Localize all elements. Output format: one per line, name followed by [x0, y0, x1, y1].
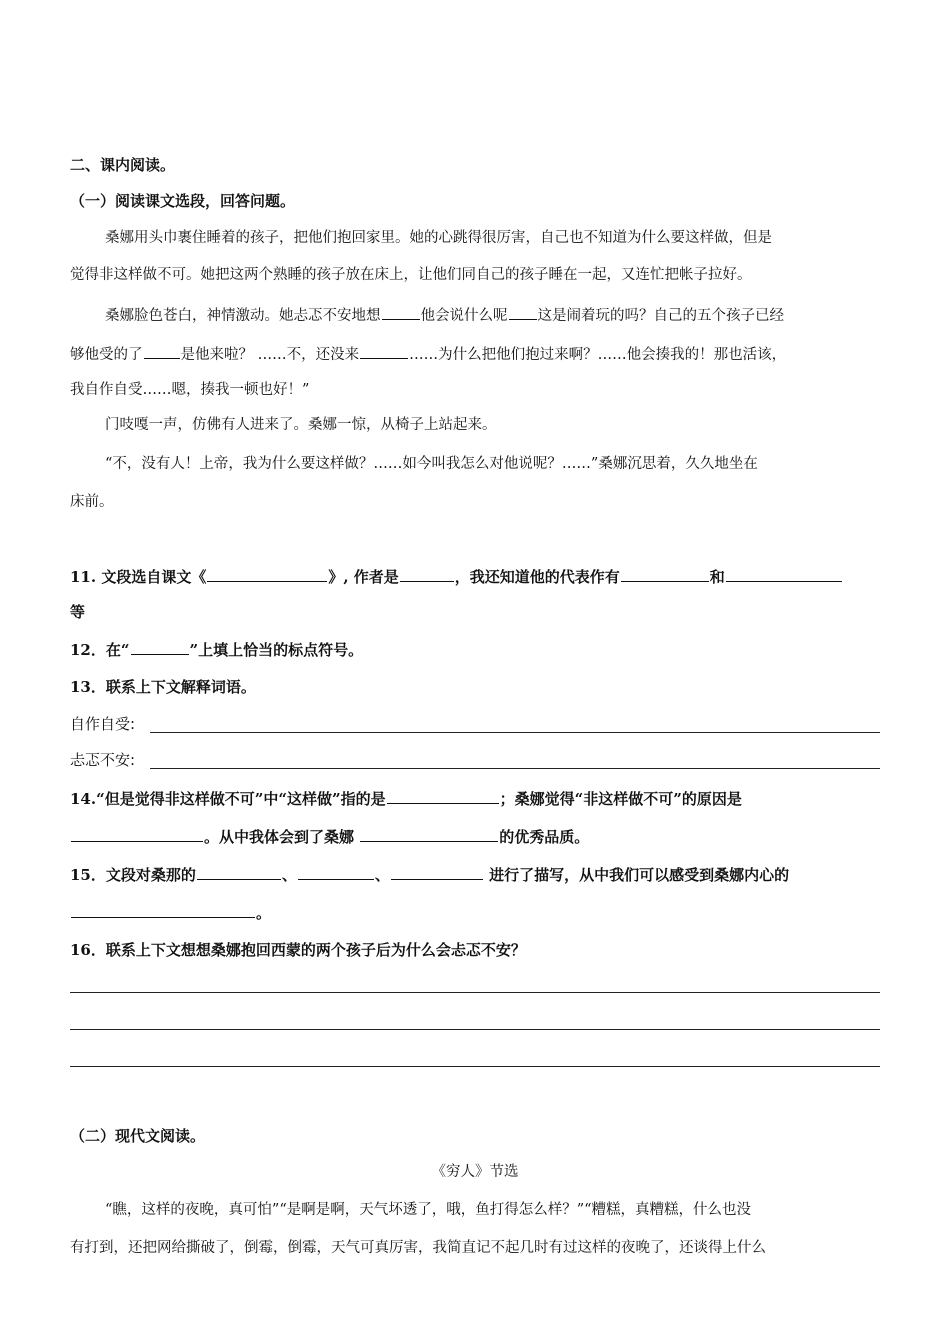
q14-text-a: 14.“但是觉得非这样做不可”中“这样做”指的是 — [70, 790, 386, 808]
q15-text-a: 15．文段对桑那的 — [70, 866, 196, 884]
question-14-line1 — [70, 788, 742, 809]
question-13: 13．联系上下文解释词语。 — [70, 678, 256, 696]
passage-p2-seg-c: 这是闹着玩的吗？自己的五个孩子已经 — [537, 308, 784, 324]
punctuation-blank-2[interactable] — [509, 304, 537, 320]
passage-p4-line1: “不，没有人！上帝，我为什么要这样做？……如今叫我怎么对他说呢？……”桑娜沉思着，久久地坐在 — [105, 456, 758, 472]
q11-blank-author[interactable] — [400, 566, 454, 582]
q12-text-a: 12．在“ — [70, 641, 130, 659]
passage-p2-line3: 我自作自受……嗯，揍我一顿也好！” — [70, 382, 310, 398]
q15-blank-1[interactable] — [197, 864, 281, 880]
passage-p3: 门吱嘎一声，仿佛有人进来了。桑娜一惊，从椅子上站起来。 — [105, 417, 497, 433]
passage-p1-line1: 桑娜用头巾裹住睡着的孩子，把他们抱回家里。她的心跳得很厉害，自己也不知道为什么要这样做，但是 — [105, 230, 772, 246]
q15-sep-2: 、 — [374, 866, 390, 884]
punctuation-blank-1[interactable] — [382, 304, 420, 320]
q13-word2-label: 忐忑不安: — [70, 751, 136, 769]
q12-text-b: ”上填上恰当的标点符号。 — [189, 641, 364, 659]
passage-p2-line1 — [105, 304, 784, 326]
question-15-line2 — [70, 902, 271, 923]
q16-answer-line-2[interactable] — [70, 1029, 880, 1030]
q14-blank-3[interactable] — [360, 826, 498, 842]
question-11-tail: 等 — [70, 603, 86, 621]
section-heading: 二、课内阅读。 — [70, 156, 176, 174]
q14-text-d: 的优秀品质。 — [499, 828, 590, 846]
q13-word1-label: 自作自受: — [70, 715, 136, 733]
q11-text-d: 和 — [709, 568, 725, 586]
q11-text-b: 》, 作者是 — [328, 568, 399, 586]
passage-p2-seg-d: 够他受的了 — [70, 347, 143, 363]
part2-p1-line1: “瞧，这样的夜晚，真可怕”“是啊是啊，天气坏透了，哦，鱼打得怎么样？”“糟糕，真糟糕，什么也没 — [105, 1202, 752, 1218]
q15-blank-3[interactable] — [391, 864, 483, 880]
part2-title: 《穷人》节选 — [431, 1164, 519, 1180]
punctuation-blank-3[interactable] — [144, 343, 180, 359]
q15-blank-2[interactable] — [298, 864, 374, 880]
q15-text-c: 。 — [256, 904, 272, 922]
q14-text-c: 。从中我体会到了桑娜 — [204, 828, 355, 846]
q15-sep-1: 、 — [281, 866, 297, 884]
q15-text-b: 进行了描写，从中我们可以感受到桑娜内心的 — [483, 866, 790, 884]
passage-p4-line2: 床前。 — [70, 494, 114, 510]
q14-text-b: ；桑娜觉得“非这样做不可”的原因是 — [499, 790, 742, 808]
passage-p2-seg-a: 桑娜脸色苍白，神情激动。她忐忑不安地想 — [105, 308, 381, 324]
q11-blank-work1[interactable] — [621, 566, 709, 582]
q11-blank-work2[interactable] — [726, 566, 842, 582]
question-12 — [70, 639, 363, 660]
q15-blank-4[interactable] — [71, 902, 255, 918]
q14-blank-2[interactable] — [71, 826, 203, 842]
passage-p1-line2: 觉得非这样做不可。她把这两个熟睡的孩子放在床上，让他们同自己的孩子睡在一起，又连忙把帐子拉好。 — [70, 267, 752, 283]
punctuation-blank-4[interactable] — [360, 343, 408, 359]
q11-text-c: ，我还知道他的代表作有 — [454, 568, 620, 586]
part1-heading: （一）阅读课文选段，回答问题。 — [70, 192, 296, 210]
part2-p1-line2: 有打到，还把网给撕破了，倒霉，倒霉，天气可真厉害，我简直记不起几时有过这样的夜晚了，还谈得上什么 — [70, 1240, 766, 1256]
question-16: 16．联系上下文想想桑娜抱回西蒙的两个孩子后为什么会忐忑不安？ — [70, 941, 526, 959]
passage-p2-seg-f: ……为什么把他们抱过来啊？……他会揍我的！那也活该， — [409, 347, 787, 363]
question-15-line1 — [70, 864, 789, 885]
q13-word2-answer-line[interactable] — [150, 768, 880, 769]
q14-blank-1[interactable] — [387, 788, 499, 804]
q16-answer-line-1[interactable] — [70, 992, 880, 993]
passage-p2-seg-e: 是他来啦？ ……不，还没来 — [180, 347, 360, 363]
q13-word1-answer-line[interactable] — [150, 732, 880, 733]
q11-blank-title[interactable] — [207, 566, 327, 582]
part2-heading: （二）现代文阅读。 — [70, 1127, 206, 1145]
q16-answer-line-3[interactable] — [70, 1066, 880, 1067]
question-11 — [70, 566, 843, 587]
question-14-line2 — [70, 826, 589, 847]
q12-blank[interactable] — [131, 639, 189, 655]
passage-p2-seg-b: 他会说什么呢 — [420, 308, 508, 324]
passage-p2-line2 — [70, 343, 786, 365]
q11-text-a: 11. 文段选自课文《 — [70, 568, 207, 586]
